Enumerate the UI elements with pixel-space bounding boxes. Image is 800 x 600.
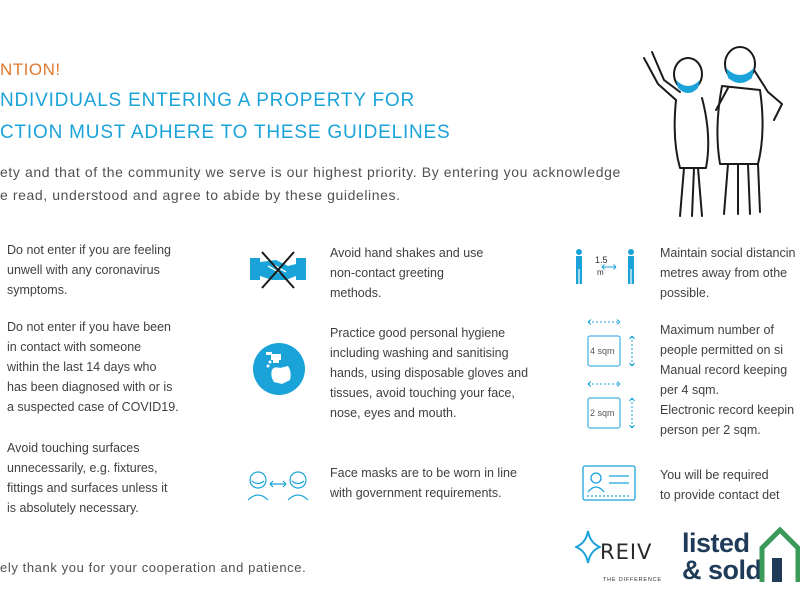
capacity-label-2sqm: 2 sqm <box>590 408 615 418</box>
guideline-contact: Do not enter if you have been in contact with someone within the last 14 days who has been diagnosed with or is a suspected case of COVID19. <box>7 320 179 414</box>
distance-unit: m <box>597 268 604 277</box>
social-distance-icon <box>572 248 638 288</box>
guideline-surfaces: Avoid touching surfaces unnecessarily, e.g. fixtures, fittings and surfaces unless it is absolutely necessary. <box>7 441 168 515</box>
guideline-face-masks: Face masks are to be worn in line with government requirements. <box>330 466 517 500</box>
guideline-no-handshake: Avoid hand shakes and use non-contact greeting methods. <box>330 246 484 300</box>
attention-heading: NTION! <box>0 60 61 79</box>
thank-you-message: ely thank you for your cooperation and patience. <box>0 560 307 575</box>
intro-line2: e read, understood and agree to abide by these guidelines. <box>0 187 401 203</box>
guideline-unwell: Do not enter if you are feeling unwell with any coronavirus symptoms. <box>7 243 171 297</box>
page-title-line2: CTION MUST ADHERE TO THESE GUIDELINES <box>0 122 451 143</box>
distance-label: 1.5 <box>595 255 608 265</box>
reiv-logo-icon <box>575 530 601 564</box>
people-celebrating-illustration <box>636 40 800 220</box>
room-capacity-icon <box>582 318 642 436</box>
page-title-line1: NDIVIDUALS ENTERING A PROPERTY FOR <box>0 90 416 111</box>
guideline-social-distancing: Maintain social distancin metres away from othe possible. <box>660 246 796 300</box>
reiv-tagline: THE DIFFERENCE <box>603 577 662 583</box>
guideline-capacity: Maximum number of people permitted on si Manual record keeping per 4 sqm. Electronic record keepin person per 2 sqm. <box>660 323 795 437</box>
guideline-hygiene: Practice good personal hygiene including washing and sanitising hands, using disposable gloves and tissues, avoid touching your face, nose, eyes and mouth. <box>330 326 529 420</box>
contact-card-icon <box>581 464 637 502</box>
guideline-contact-details: You will be required to provide contact det <box>660 468 780 502</box>
reiv-logo-text: REIV <box>600 540 653 564</box>
listed-sold-logo-line2: & sold <box>682 555 762 585</box>
hand-sanitiser-icon <box>252 342 306 396</box>
face-mask-icon <box>246 468 310 502</box>
listed-sold-logo-line1: listed <box>682 528 750 558</box>
capacity-label-4sqm: 4 sqm <box>590 346 615 356</box>
intro-line1: ety and that of the community we serve is our highest priority. By entering you acknowledge <box>0 164 621 180</box>
house-logo-icon <box>758 524 800 584</box>
no-handshake-icon <box>248 250 308 290</box>
